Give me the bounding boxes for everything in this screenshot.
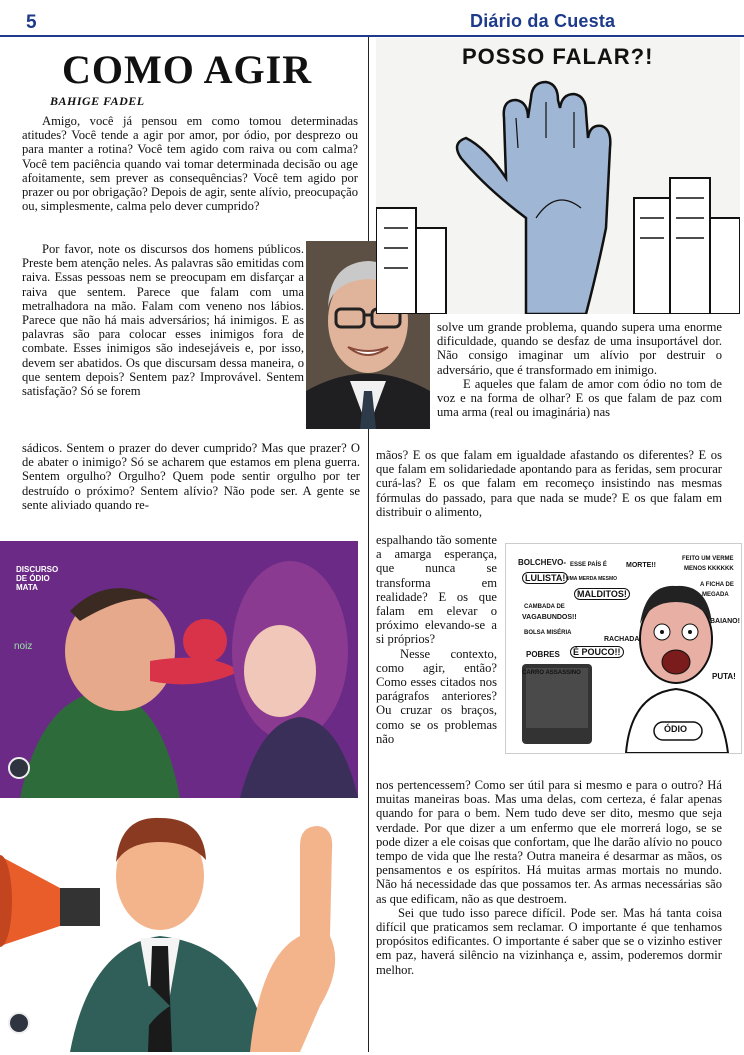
cartoon-badge-text: ÓDIO bbox=[664, 724, 688, 734]
paragraph-r3: mãos? E os que falam em igualdade afastando os diferentes? E os que falam em solidariedade apontando para as feridas, sem procurar curá-las? E os que falam em recomeço insistindo nas mesmas fórmulas do passado, para que nada se mude? E os que falam em distribuir o alimento, bbox=[376, 448, 722, 519]
cartoon-word: A FICHA DE bbox=[700, 582, 734, 588]
column-divider bbox=[368, 37, 369, 1052]
hand-cartoon bbox=[376, 38, 740, 314]
paragraph-r7: Sei que tudo isso parece difícil. Pode ser. Mas há tanta coisa difícil que praticamos sem reclamar. O importante é que tenhamos propósitos edificantes. O importante é saber que se o vizinho estiver em paz, haverá silêncio na vizinhança e, assim, poderemos dormir melhor. bbox=[376, 905, 722, 977]
hand-cartoon-drawing bbox=[376, 38, 740, 314]
cartoon-word: ESSE PAÍS É bbox=[570, 562, 607, 568]
megaphone-man-illustration bbox=[0, 806, 358, 1052]
camera-search-icon[interactable] bbox=[8, 1012, 30, 1034]
paragraph-r2: E aqueles que falam de amor com ódio no tom de voz e na forma de olhar? E os que falam de paz com uma arma (real ou imaginária) nas bbox=[437, 376, 722, 420]
cartoon-word: UMA MERDA MESMO bbox=[566, 576, 618, 582]
cartoon-word: CAMBADA DE bbox=[524, 604, 565, 610]
cartoon-word: CARRO ASSASSINO bbox=[522, 670, 581, 676]
article-title: COMO AGIR bbox=[62, 47, 313, 92]
poster-text bbox=[16, 565, 58, 592]
cartoon-word: MALDITOS! bbox=[574, 588, 630, 600]
cartoon-word: BOLCHEVO- bbox=[518, 558, 566, 567]
article-right-column-2 bbox=[376, 448, 722, 519]
poster-logo: noiz bbox=[14, 641, 33, 652]
article-right-column-3 bbox=[376, 533, 497, 746]
cartoon-word: MEGADA bbox=[702, 592, 729, 598]
cartoon-word: RACHADA bbox=[604, 636, 640, 643]
paragraph-2a: Por favor, note os discursos dos homens públicos. Preste bem atenção neles. As palavras são emitidas com raiva. Essas pessoas nem se preocupam em disfarçar a raiva que sentem. Parece que falam com uma metralhadora na mão. Falam com veneno nos lábios. Parece que não há mais adversários; há inimigos. E as palavras são para colocar esses inimigos fora de combate. Esses inimigos são indesejáveis e, por isso, devem ser abatidos. Os que discursam dessa maneira, o que sentem depois? Sentem paz? Improvável. Sentem satisfação? Só se forem bbox=[22, 242, 304, 399]
cartoon-word-cloud bbox=[514, 552, 740, 702]
article-right-column-1 bbox=[437, 320, 722, 419]
poster-line-2: DE ÓDIO bbox=[16, 574, 50, 583]
camera-search-icon[interactable] bbox=[8, 757, 30, 779]
article-author: BAHIGE FADEL bbox=[50, 94, 145, 108]
paragraph-1: Amigo, você já pensou em como tomou determinadas atitudes? Você tende a agir por amor, por ódio, por desprezo ou para manter a rotina? Você tem agido com raiva ou com calma? Você tem paciência quando vai tomar determinada decisão ou age afoitamente, sem prever as consequências? Você tem agido por prazer ou por obrigação? Depois de agir, sente alívio, preocupação ou, simplesmente, calma pelo dever cumprido? bbox=[22, 114, 358, 214]
poster-line-3: MATA bbox=[16, 583, 38, 592]
page-number: 5 bbox=[26, 12, 37, 33]
cartoon-word: BAIANO! bbox=[710, 618, 740, 625]
poster-line-1: DISCURSO bbox=[16, 565, 59, 574]
paragraph-r1: solve um grande problema, quando supera uma enorme dificuldade, quando se desfaz de uma insuportável dor. Não consigo imaginar um alívio por destruir o adversário, que é transformado em inimigo. bbox=[437, 320, 722, 377]
paragraph-2b: sádicos. Sentem o prazer do dever cumprido? Mas que prazer? O de abater o inimigo? Só se acharem que estamos em plena guerra. Sentem orgulho? Orgulho? Quem pode sentir orgulho por ter destruído o próximo? Sentem alívio? Não pode ser. A gente se sente aliviado quando re- bbox=[22, 441, 360, 512]
paragraph-r4: espalhando tão somente a amarga esperança, que nunca se transforma em realidade? E os que falam em elevar o próximo elevando-se a si próprios? bbox=[376, 533, 497, 647]
hand-cartoon-caption: POSSO FALAR?! bbox=[462, 44, 654, 69]
cartoon-word: PUTA! bbox=[712, 672, 736, 681]
cartoon-word: BOLSA MISÉRIA bbox=[524, 630, 572, 636]
cartoon-word: POBRES bbox=[526, 650, 560, 659]
article-left-column-bottom bbox=[22, 441, 360, 512]
cartoon-word: VAGABUNDOS!! bbox=[522, 614, 577, 621]
megaphone-man-drawing bbox=[0, 806, 358, 1052]
cartoon-word: MORTE!! bbox=[626, 562, 656, 569]
article-left-column-mid bbox=[22, 242, 304, 398]
paragraph-r6: nos pertencessem? Como ser útil para si mesmo e para o outro? Há muitas maneiras boas. Mas uma delas, com certeza, é falar apenas quando for para o bem. Nem tudo deve ser dito, mesmo que seja verdade. Por que dizer a um enfermo que ele morrerá logo, se se pode dizer a ele coisas que confortam, que lhe darão alívio no pouco tempo de vida que lhe resta? Outra maneira é desarmar as mãos, os pensamentos e os espíritos. Há muitas armas mortais no mundo. Não há necessidade das que possamos ter. As armas necessárias são as que edificam, não as que destroem. bbox=[376, 778, 722, 906]
article-right-column-4 bbox=[376, 778, 722, 977]
cartoon-word: MENOS KKKKKK bbox=[684, 566, 734, 572]
hate-speech-cartoon bbox=[505, 543, 742, 754]
cartoon-word: É POUCO!! bbox=[570, 646, 624, 658]
header-rule bbox=[0, 35, 744, 37]
article-left-column-top bbox=[22, 114, 358, 213]
paragraph-r5: Nesse contexto, como agir, então? Como esses citados nos parágrafos anteriores? Ou cruzar os braços, como se os problemas não bbox=[376, 646, 497, 746]
cartoon-word: LULISTA! bbox=[522, 572, 568, 584]
hate-speech-poster bbox=[0, 541, 358, 798]
newspaper-name: Diário da Cuesta bbox=[470, 11, 616, 31]
cartoon-word: FEITO UM VERME bbox=[682, 556, 734, 562]
